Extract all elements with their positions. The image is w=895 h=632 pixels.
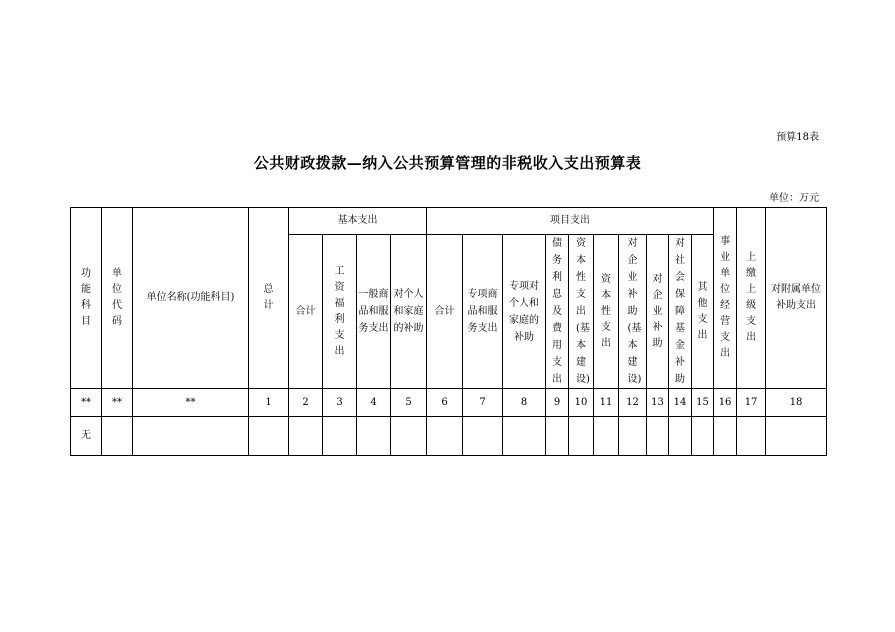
- header-other: 其他支出: [692, 235, 714, 389]
- column-number: 3: [323, 389, 357, 417]
- column-number: 11: [594, 389, 619, 417]
- column-number: 1: [249, 389, 289, 417]
- header-capital-basic: 资本性支出(基本建设): [569, 235, 594, 389]
- table-cell: [692, 417, 714, 456]
- column-number: 16: [714, 389, 737, 417]
- column-number: 9: [546, 389, 569, 417]
- table-cell: [569, 417, 594, 456]
- column-number: 13: [647, 389, 669, 417]
- column-number: 5: [391, 389, 427, 417]
- column-number: 14: [669, 389, 692, 417]
- column-number: 15: [692, 389, 714, 417]
- table-cell: [289, 417, 323, 456]
- table-cell: [546, 417, 569, 456]
- column-number: 4: [357, 389, 391, 417]
- header-subsidiary: 对附属单位补助支出: [766, 208, 827, 389]
- header-unit-name: 单位名称(功能科目): [133, 208, 249, 389]
- column-number: 12: [619, 389, 647, 417]
- header-business: 事业单位经营支出: [714, 208, 737, 389]
- table-cell: [133, 417, 249, 456]
- column-number-row: [71, 389, 827, 417]
- header-social-fund: 对社会保障基金补助: [669, 235, 692, 389]
- budget-table: [70, 207, 827, 456]
- table-cell: [594, 417, 619, 456]
- table-cell: [714, 417, 737, 456]
- header-enterprise-basic: 对企业补助(基本建设): [619, 235, 647, 389]
- header-project: 项目支出: [427, 208, 714, 235]
- column-number: 18: [766, 389, 827, 417]
- column-number: **: [102, 389, 133, 417]
- form-number: 预算18表: [776, 132, 819, 143]
- table-cell: [102, 417, 133, 456]
- column-number: 7: [463, 389, 503, 417]
- header-project-total: 合计: [427, 235, 463, 389]
- header-total: 总计: [249, 208, 289, 389]
- table-cell: [619, 417, 647, 456]
- table-cell: [647, 417, 669, 456]
- header-capital: 资本性支出: [594, 235, 619, 389]
- column-number: 2: [289, 389, 323, 417]
- page-title: 公共财政拨款—纳入公共预算管理的非税收入支出预算表: [253, 154, 642, 172]
- table-cell: [766, 417, 827, 456]
- header-basic: 基本支出: [289, 208, 427, 235]
- header-func-subject: 功能科目: [71, 208, 102, 389]
- table-row: [71, 417, 827, 456]
- column-number: 8: [503, 389, 546, 417]
- column-number: 10: [569, 389, 594, 417]
- header-goods: 一般商品和服务支出: [357, 235, 391, 389]
- header-special-goods: 专项商品和服务支出: [463, 235, 503, 389]
- header-enterprise: 对企业补助: [647, 235, 669, 389]
- unit-label: 单位：万元: [769, 193, 819, 204]
- column-number: **: [133, 389, 249, 417]
- header-wages: 工资福利支出: [323, 235, 357, 389]
- table-cell: [391, 417, 427, 456]
- table-cell: [669, 417, 692, 456]
- column-number: **: [71, 389, 102, 417]
- header-project-personal: 专项对个人和家庭的补助: [503, 235, 546, 389]
- header-turn-over: 上缴上级支出: [737, 208, 766, 389]
- table-cell: [427, 417, 463, 456]
- header-debt: 债务利息及费用支出: [546, 235, 569, 389]
- table-cell: 无: [71, 417, 102, 456]
- table-cell: [323, 417, 357, 456]
- table-cell: [463, 417, 503, 456]
- table-cell: [357, 417, 391, 456]
- column-number: 17: [737, 389, 766, 417]
- table-cell: [249, 417, 289, 456]
- table-cell: [737, 417, 766, 456]
- table-cell: [503, 417, 546, 456]
- header-personal: 对个人和家庭的补助: [391, 235, 427, 389]
- header-basic-total: 合计: [289, 235, 323, 389]
- column-number: 6: [427, 389, 463, 417]
- header-unit-code: 单位代码: [102, 208, 133, 389]
